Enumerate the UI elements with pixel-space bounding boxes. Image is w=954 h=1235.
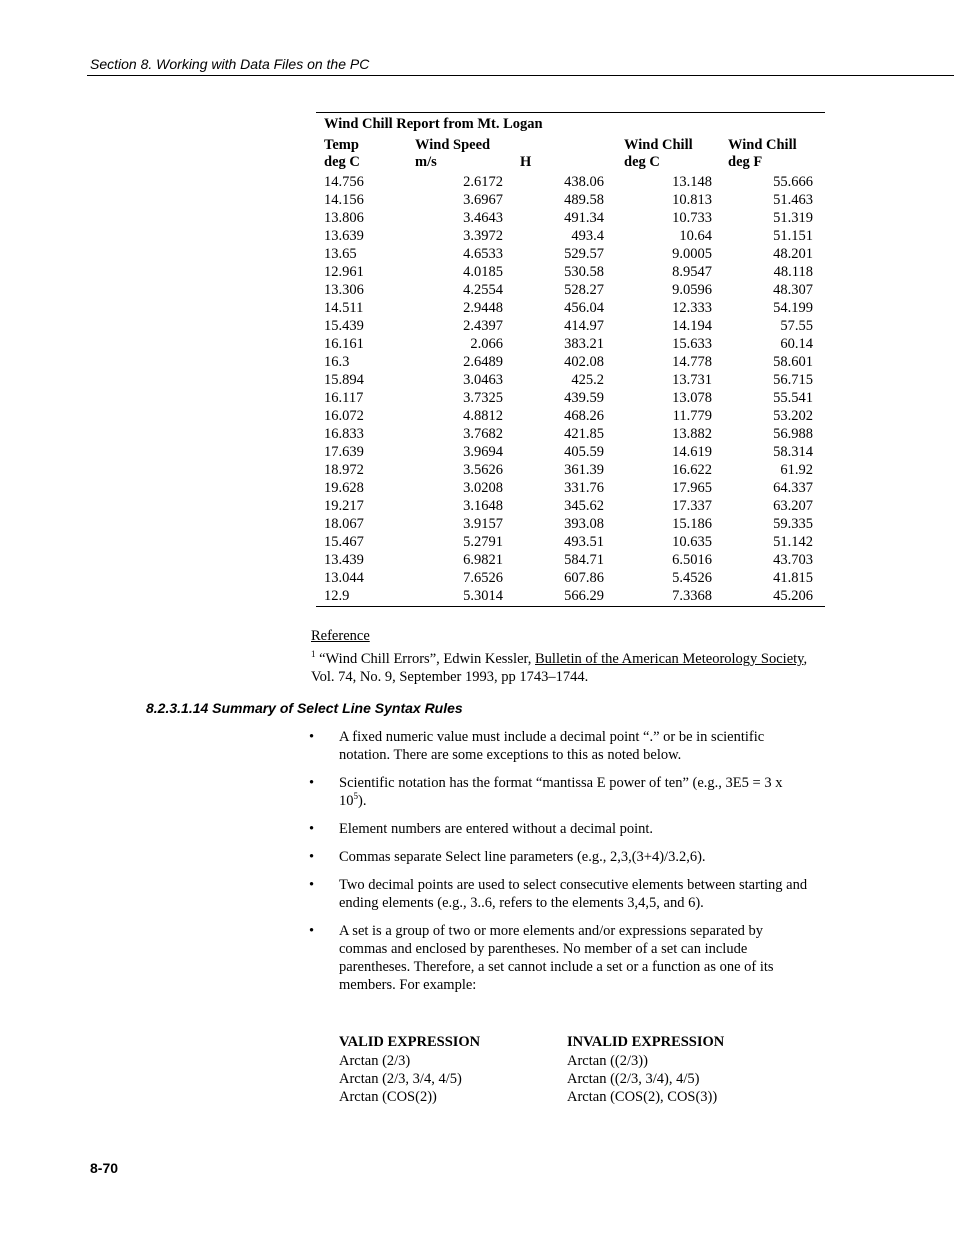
table-cell: 53.202: [773, 408, 813, 424]
table-cell: 13.65: [324, 246, 357, 262]
table-row: [316, 245, 825, 263]
table-cell: 16.3: [324, 354, 350, 370]
invalid-example: Arctan ((2/3)): [567, 1053, 648, 1069]
col-header-wind-chill-c: Wind Chill: [624, 137, 693, 153]
table-row: [316, 263, 825, 281]
table-cell: 61.92: [780, 462, 813, 478]
table-cell: 529.57: [564, 246, 604, 262]
col-header-wind-chill-c-unit: deg C: [624, 154, 660, 170]
header-rule: [87, 75, 954, 76]
table-cell: 14.194: [672, 318, 712, 334]
table-cell: 43.703: [773, 552, 813, 568]
table-cell: 13.639: [324, 228, 364, 244]
table-cell: 51.463: [773, 192, 813, 208]
table-cell: 3.0463: [463, 372, 503, 388]
table-cell: 15.633: [672, 336, 712, 352]
table-cell: 456.04: [564, 300, 604, 316]
table-cell: 12.333: [672, 300, 712, 316]
table-row: [316, 317, 825, 335]
table-cell: 10.635: [672, 534, 712, 550]
list-item: [309, 820, 809, 838]
table-cell: 405.59: [564, 444, 604, 460]
table-cell: 54.199: [773, 300, 813, 316]
table-cell: 45.206: [773, 588, 813, 604]
table-cell: 3.5626: [463, 462, 503, 478]
bullet-text: A fixed numeric value must include a decimal point “.” or be in scientific notation. There are some exceptions to this as noted below.: [339, 729, 765, 763]
table-cell: 2.4397: [463, 318, 503, 334]
list-item: [309, 728, 809, 764]
table-cell: 19.628: [324, 480, 364, 496]
table-row: [316, 191, 825, 209]
table-cell: 11.779: [672, 408, 712, 424]
table-cell: 5.4526: [672, 570, 712, 586]
table-cell: 18.972: [324, 462, 364, 478]
valid-example: Arctan (2/3, 3/4, 4/5): [339, 1071, 462, 1087]
table-cell: 13.044: [324, 570, 364, 586]
table-cell: 51.142: [773, 534, 813, 550]
table-row: [316, 461, 825, 479]
valid-example: Arctan (COS(2)): [339, 1089, 437, 1105]
bullet-text: Scientific notation has the format “mantissa E power of ten” (e.g., 3E5 = 3 x 10: [339, 775, 783, 809]
bullet-icon: •: [309, 849, 315, 865]
table-cell: 13.731: [672, 372, 712, 388]
table-cell: 9.0005: [672, 246, 712, 262]
table-cell: 3.4643: [463, 210, 503, 226]
table-cell: 17.337: [672, 498, 712, 514]
table-cell: 9.0596: [672, 282, 712, 298]
table-cell: 425.2: [571, 372, 604, 388]
table-cell: 10.64: [679, 228, 712, 244]
table-cell: 63.207: [773, 498, 813, 514]
table-cell: 60.14: [780, 336, 813, 352]
table-cell: 468.26: [564, 408, 604, 424]
table-cell: 64.337: [773, 480, 813, 496]
bullet-icon: •: [309, 775, 315, 791]
table-row: [316, 371, 825, 389]
table-cell: 345.62: [564, 498, 604, 514]
table-row: [316, 425, 825, 443]
table-cell: 12.961: [324, 264, 364, 280]
table-cell: 55.541: [773, 390, 813, 406]
table-cell: 16.833: [324, 426, 364, 442]
table-cell: 414.97: [564, 318, 604, 334]
table-cell: 18.067: [324, 516, 364, 532]
table-cell: 10.813: [672, 192, 712, 208]
col-header-wind-chill-f-unit: deg F: [728, 154, 763, 170]
table-row: [316, 443, 825, 461]
table-cell: 15.439: [324, 318, 364, 334]
table-cell: 7.6526: [463, 570, 503, 586]
table-cell: 3.7682: [463, 426, 503, 442]
table-cell: 4.6533: [463, 246, 503, 262]
table-cell: 51.319: [773, 210, 813, 226]
citation-post: , Vol. 74, No. 9, September 1993, pp 1743–1744.: [311, 650, 808, 685]
exponent: 5: [353, 791, 358, 802]
table-cell: 58.314: [773, 444, 813, 460]
list-item: [309, 774, 809, 810]
bullet-icon: •: [309, 923, 315, 939]
table-cell: 48.118: [773, 264, 813, 280]
table-cell: 10.733: [672, 210, 712, 226]
table-cell: 530.58: [564, 264, 604, 280]
col-header-wind-speed-unit: m/s: [415, 154, 437, 170]
table-cell: 14.511: [324, 300, 364, 316]
table-cell: 5.3014: [463, 588, 503, 604]
bullet-text: Element numbers are entered without a decimal point.: [339, 821, 654, 837]
table-cell: 16.072: [324, 408, 364, 424]
table-cell: 6.5016: [672, 552, 712, 568]
table-row: [316, 551, 825, 569]
table-cell: 51.151: [773, 228, 813, 244]
list-item: [309, 922, 809, 994]
table-header: [316, 137, 825, 173]
table-row: [316, 281, 825, 299]
table-cell: 393.08: [564, 516, 604, 532]
table-cell: 383.21: [564, 336, 604, 352]
invalid-header: INVALID EXPRESSION: [567, 1034, 725, 1050]
table-row: [316, 353, 825, 371]
table-cell: 16.622: [672, 462, 712, 478]
bullet-text: A set is a group of two or more elements and/or expressions separated by commas and enclosed by parentheses. No member of a set can include parentheses. Therefore, a set cannot include a set or a function as one of its members. For example:: [339, 923, 774, 993]
table-cell: 584.71: [564, 552, 604, 568]
valid-expressions: [339, 1033, 480, 1106]
table-cell: 3.1648: [463, 498, 503, 514]
table-cell: 58.601: [773, 354, 813, 370]
table-row: [316, 209, 825, 227]
table-cell: 2.9448: [463, 300, 503, 316]
table-cell: 14.156: [324, 192, 364, 208]
bullet-text-end: ).: [358, 793, 367, 809]
bullet-icon: •: [309, 821, 315, 837]
col-header-h: H: [520, 154, 532, 170]
bullet-icon: •: [309, 877, 315, 893]
footnote-mark: 1: [311, 649, 316, 659]
table-row: [316, 335, 825, 353]
invalid-expressions: [567, 1033, 724, 1106]
table-cell: 14.756: [324, 174, 364, 190]
table-cell: 3.7325: [463, 390, 503, 406]
table-row: [316, 227, 825, 245]
table-cell: 421.85: [564, 426, 604, 442]
table-cell: 2.6172: [463, 174, 503, 190]
table-cell: 3.0208: [463, 480, 503, 496]
table-cell: 566.29: [564, 588, 604, 604]
table-cell: 4.2554: [463, 282, 503, 298]
valid-example: Arctan (2/3): [339, 1053, 411, 1069]
reference-label: Reference: [311, 628, 370, 644]
table-body: [316, 173, 825, 606]
wind-chill-table: [316, 112, 825, 607]
table-cell: 2.6489: [463, 354, 503, 370]
col-header-wind-chill-f: Wind Chill: [728, 137, 797, 153]
table-cell: 16.161: [324, 336, 364, 352]
table-cell: 438.06: [564, 174, 604, 190]
bullet-text: Commas separate Select line parameters (e.g., 2,3,(3+4)/3.2,6).: [339, 849, 706, 865]
col-header-temp-unit: deg C: [324, 154, 360, 170]
table-row: [316, 587, 825, 605]
table-cell: 3.3972: [463, 228, 503, 244]
table-cell: 528.27: [564, 282, 604, 298]
table-cell: 17.965: [672, 480, 712, 496]
table-cell: 41.815: [773, 570, 813, 586]
table-cell: 491.34: [564, 210, 604, 226]
table-cell: 607.86: [564, 570, 604, 586]
citation-pre: “Wind Chill Errors”, Edwin Kessler,: [315, 650, 536, 667]
table-cell: 56.715: [773, 372, 813, 388]
section-header: Section 8. Working with Data Files on the PC: [90, 56, 370, 72]
reference-citation: [311, 645, 811, 686]
valid-header: VALID EXPRESSION: [339, 1034, 481, 1050]
table-cell: 14.778: [672, 354, 712, 370]
table-cell: 15.894: [324, 372, 364, 388]
table-row: [316, 173, 825, 191]
table-cell: 55.666: [773, 174, 813, 190]
bullet-icon: •: [309, 729, 315, 745]
table-cell: 14.619: [672, 444, 712, 460]
journal-title: Bulletin of the American Meteorology Society: [535, 650, 804, 667]
table-cell: 493.4: [571, 228, 604, 244]
table-cell: 439.59: [564, 390, 604, 406]
table-title: Wind Chill Report from Mt. Logan: [324, 116, 543, 132]
table-cell: 3.9157: [463, 516, 503, 532]
syntax-rules-list: [309, 728, 809, 1004]
table-row: [316, 569, 825, 587]
reference-block: [311, 627, 811, 686]
table-cell: 15.186: [672, 516, 712, 532]
table-cell: 12.9: [324, 588, 350, 604]
col-header-temp: Temp: [324, 137, 359, 153]
table-cell: 3.9694: [463, 444, 503, 460]
table-cell: 8.9547: [672, 264, 712, 280]
table-cell: 5.2791: [463, 534, 503, 550]
table-cell: 48.201: [773, 246, 813, 262]
table-cell: 13.306: [324, 282, 364, 298]
section-heading: 8.2.3.1.14 Summary of Select Line Syntax Rules: [146, 700, 463, 716]
table-row: [316, 497, 825, 515]
table-row: [316, 299, 825, 317]
bullet-text: Two decimal points are used to select consecutive elements between starting and ending elements (e.g., 3..6, refers to the elements 3,4,5, and 6).: [339, 877, 808, 911]
table-cell: 13.078: [672, 390, 712, 406]
table-cell: 56.988: [773, 426, 813, 442]
list-item: [309, 848, 809, 866]
table-cell: 489.58: [564, 192, 604, 208]
table-cell: 7.3368: [672, 588, 712, 604]
table-cell: 13.882: [672, 426, 712, 442]
page-number: 8-70: [90, 1160, 119, 1176]
table-cell: 4.8812: [463, 408, 503, 424]
table-cell: 3.6967: [463, 192, 503, 208]
list-item: [309, 876, 809, 912]
col-header-wind-speed: Wind Speed: [415, 137, 491, 153]
invalid-example: Arctan ((2/3, 3/4), 4/5): [567, 1071, 700, 1087]
table-row: [316, 389, 825, 407]
table-cell: 15.467: [324, 534, 364, 550]
table-cell: 48.307: [773, 282, 813, 298]
table-cell: 331.76: [564, 480, 604, 496]
table-cell: 17.639: [324, 444, 364, 460]
table-row: [316, 479, 825, 497]
table-cell: 2.066: [470, 336, 503, 352]
table-cell: 402.08: [564, 354, 604, 370]
table-cell: 13.806: [324, 210, 364, 226]
table-cell: 13.439: [324, 552, 364, 568]
table-cell: 57.55: [780, 318, 813, 334]
table-row: [316, 533, 825, 551]
table-cell: 6.9821: [463, 552, 503, 568]
table-cell: 361.39: [564, 462, 604, 478]
invalid-example: Arctan (COS(2), COS(3)): [567, 1089, 718, 1105]
table-cell: 16.117: [324, 390, 364, 406]
table-row: [316, 407, 825, 425]
table-cell: 4.0185: [463, 264, 503, 280]
table-cell: 59.335: [773, 516, 813, 532]
table-row: [316, 515, 825, 533]
table-cell: 19.217: [324, 498, 364, 514]
table-cell: 13.148: [672, 174, 712, 190]
table-cell: 493.51: [564, 534, 604, 550]
